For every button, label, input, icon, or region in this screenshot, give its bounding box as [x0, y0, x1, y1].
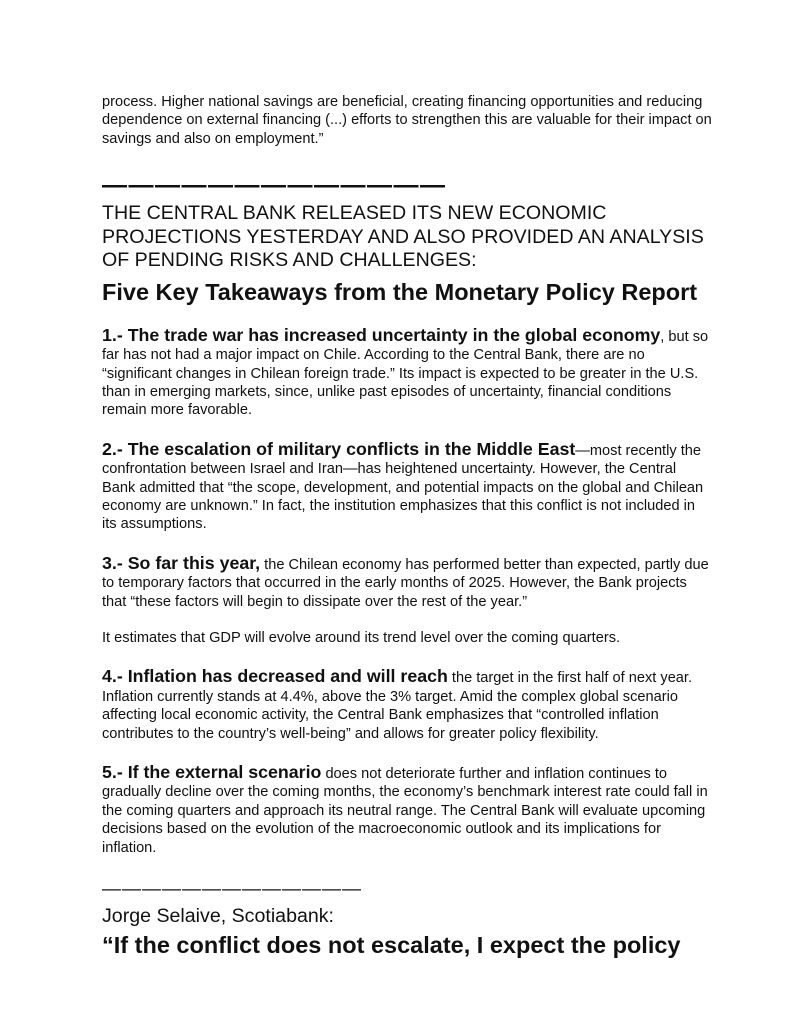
takeaway-1 — [102, 326, 712, 420]
takeaway-1-lead: 1.- The trade war has increased uncertainty in the global economy — [102, 324, 661, 345]
takeaway-2-text: —most recently the confrontation between Israel and Iran—has heightened uncertainty. However, the Central Bank admitted that “the scope, development, and potential impacts on the global and Chilean economy are unknown.” In fact, the institution emphasizes that this conflict is not included in its assumptions. — [102, 442, 704, 533]
next-section-divider: ————————————— — [102, 879, 362, 901]
takeaway-2-lead: 2.- The escalation of military conflicts in the Middle East — [102, 438, 576, 459]
takeaway-3-followup: It estimates that GDP will evolve around its trend level over the coming quarters. — [102, 630, 621, 646]
section-kicker: THE CENTRAL BANK RELEASED ITS NEW ECONOMIC PROJECTIONS YESTERDAY AND ALSO PROVIDED AN ANALYSIS OF PENDING RISKS AND CHALLENGES: — [102, 202, 704, 272]
takeaway-3 — [102, 554, 712, 611]
takeaway-4-lead: 4.- Inflation has decreased and will reach — [102, 666, 448, 687]
takeaway-2 — [102, 440, 712, 534]
section-headline: Five Key Takeaways from the Monetary Policy Report — [102, 278, 698, 305]
takeaway-4-text: the target in the first half of next year. Inflation currently stands at 4.4%, above the 3% target. Amid the complex global scenario affecting local economic activity, the Central Bank emphasizes that “controlled inflation contributes to the country’s well-being” and allows for greater policy flexibility. — [102, 670, 693, 742]
article-page — [102, 93, 712, 959]
takeaway-3-text: the Chilean economy has performed better than expected, partly due to temporary factors that occurred in the early months of 2025. However, the Bank projects that “these factors will begin to dissipate over the rest of the year.” — [102, 556, 709, 610]
next-section-byline: Jorge Selaive, Scotiabank: — [102, 905, 334, 928]
takeaway-3-lead: 3.- So far this year, — [102, 552, 261, 573]
next-section-quote: “If the conflict does not escalate, I expect the policy — [102, 932, 681, 959]
takeaway-4 — [102, 667, 712, 743]
takeaway-1-text: , but so far has not had a major impact on Chile. According to the Central Bank, there are no “significant changes in Chilean foreign trade.” Its impact is expected to be greater in the U.S. than in emerging markets, since, unlike past episodes of uncertainty, financial conditions remain more favorable. — [102, 328, 709, 419]
takeaway-5-lead: 5.- If the external scenario — [102, 762, 322, 783]
intro-paragraph: process. Higher national savings are beneficial, creating financing opportunities and reducing dependence on external financing (...) efforts to strengthen this are valuable for their impact on savings and also on employment.” — [102, 94, 712, 147]
section-divider: ————————————— — [102, 171, 447, 200]
takeaway-5 — [102, 763, 712, 857]
takeaway-5-text: does not deteriorate further and inflation continues to gradually decline over the coming months, the economy’s benchmark interest rate could fall in the coming quarters and approach its neutral range. The Central Bank will evaluate upcoming decisions based on the evolution of the macroeconomic outlook and its implications for inflation. — [102, 766, 708, 856]
